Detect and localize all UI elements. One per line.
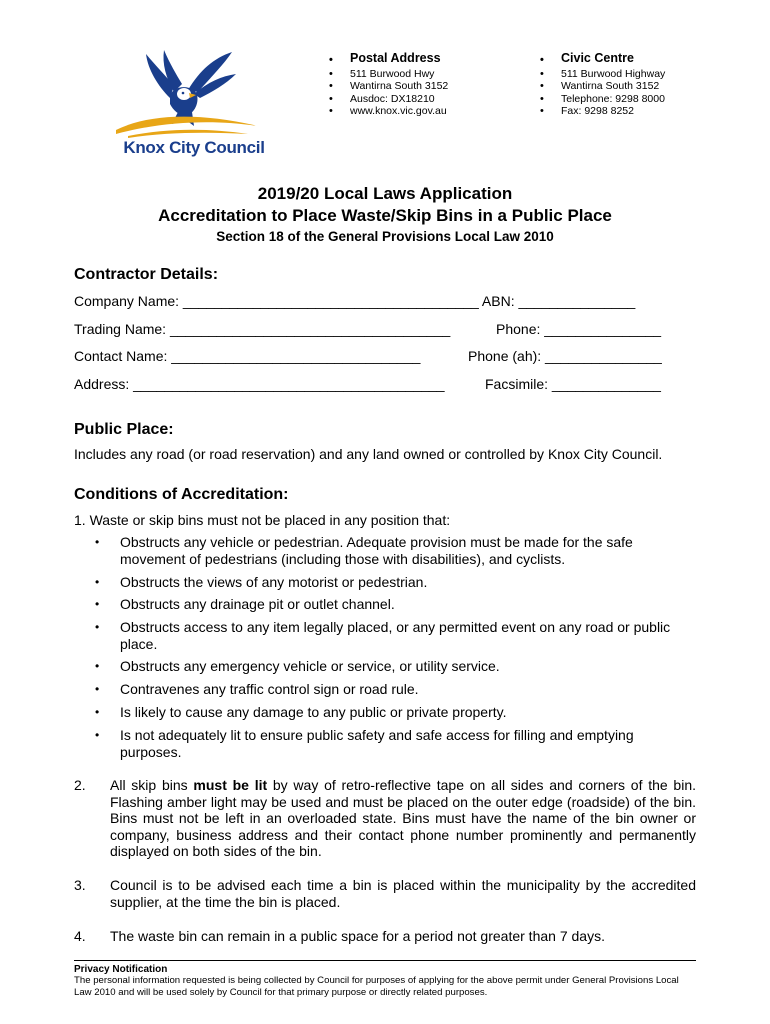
condition-item-2: [110, 777, 696, 860]
item-text: by way of retro-reflective tape on all sides and corners of the bin. Flashing amber light may be used and must be placed on the outer edge (roadside) of the bin. Bins must not be left in an overloaded state. Bins must have the name of the bin owner or company, business address and their contact phone number prominently and permanently displayed on both sides of the bin.: [110, 777, 696, 859]
bullet-icon: •: [540, 92, 544, 105]
postal-address: [329, 51, 449, 117]
address-field[interactable]: Address: ________________________________________: [74, 376, 445, 392]
phone-ah-field[interactable]: Phone (ah): _______________: [468, 348, 662, 364]
bullet-icon: •: [95, 575, 100, 589]
civic-centre: [540, 51, 666, 117]
bullet-text: Obstructs any emergency vehicle or service, or utility service.: [120, 658, 500, 674]
bullet-text: Obstructs access to any item legally placed, or any permitted event on any road or public place.: [120, 619, 671, 652]
logo-text: Knox City Council: [123, 138, 265, 157]
website-link[interactable]: www.knox.vic.gov.au: [350, 104, 447, 117]
civic-line: 511 Burwood Highway: [561, 68, 666, 81]
bullet-icon: •: [95, 535, 100, 549]
condition-item-3: Council is to be advised each time a bin is placed within the municipality by the accredited supplier, at the time the bin is placed.: [110, 877, 696, 910]
bullet-text: Is not adequately lit to ensure public safety and safe access for filling and emptying purposes.: [120, 727, 634, 760]
bullet-icon: •: [329, 54, 333, 66]
contractor-heading: Contractor Details:: [74, 266, 219, 283]
bullet-icon: •: [329, 104, 333, 117]
document-title: 2019/20 Local Laws Application: [257, 184, 513, 203]
contact-name-field[interactable]: Contact Name: ________________________________: [74, 348, 421, 364]
list-item: [95, 574, 696, 591]
conditions-heading: Conditions of Accreditation:: [74, 486, 289, 503]
bullet-icon: •: [95, 620, 100, 634]
list-item: [95, 681, 696, 698]
bullet-icon: •: [540, 54, 544, 66]
bullet-text: Obstructs the views of any motorist or pedestrian.: [120, 574, 428, 590]
bullet-text: Obstructs any vehicle or pedestrian. Adequate provision must be made for the safe movement of pedestrians (including those with disabilities), and cyclists.: [120, 534, 633, 567]
condition-item-4: The waste bin can remain in a public space for a period not greater than 7 days.: [110, 928, 605, 944]
bullet-icon: •: [95, 597, 100, 611]
item-number: 2.: [74, 777, 86, 793]
postal-line: Wantirna South 3152: [350, 80, 449, 93]
privacy-text: The personal information requested is being collected by Council for purposes of applying for the above permit under General Provisions Local Law 2010 and will be used solely by Council for that primary purpose or directly related purposes.: [74, 975, 679, 998]
postal-heading: Postal Address: [350, 51, 441, 65]
bullet-icon: •: [95, 705, 100, 719]
bullet-icon: •: [540, 80, 544, 93]
divider: [74, 960, 696, 961]
civic-line: Telephone: 9298 8000: [561, 92, 665, 105]
item-number: 3.: [74, 877, 86, 893]
postal-line: 511 Burwood Hwy: [350, 68, 435, 81]
list-item: [95, 704, 696, 721]
bullet-icon: •: [540, 68, 544, 81]
privacy-heading: Privacy Notification: [74, 964, 168, 975]
public-place-text: Includes any road (or road reservation) and any land owned or controlled by Knox City Council.: [74, 446, 663, 462]
postal-line: Ausdoc: DX18210: [350, 92, 435, 105]
bullet-icon: •: [329, 68, 333, 81]
company-name-field[interactable]: Company Name: ______________________________________ ABN: _______________: [74, 293, 636, 309]
eagle-logo-icon: [108, 48, 268, 140]
trading-name-field[interactable]: Trading Name: ____________________________________: [74, 321, 451, 337]
list-item: [95, 727, 696, 760]
document-subtitle: Accreditation to Place Waste/Skip Bins in a Public Place: [158, 206, 612, 225]
item-number: 4.: [74, 928, 86, 944]
bullet-text: Obstructs any drainage pit or outlet channel.: [120, 596, 395, 612]
list-item: [95, 534, 696, 567]
item-text: All skip bins: [110, 777, 194, 793]
list-item: [95, 619, 696, 652]
bullet-icon: •: [329, 80, 333, 93]
bullet-icon: •: [95, 682, 100, 696]
bullet-icon: •: [95, 659, 100, 673]
civic-line: Fax: 9298 8252: [561, 104, 634, 117]
bullet-icon: •: [540, 104, 544, 117]
civic-line: Wantirna South 3152: [561, 80, 660, 93]
item-emphasis: must be lit: [193, 777, 268, 793]
list-item: [95, 596, 696, 613]
bullet-icon: •: [329, 92, 333, 105]
bullet-text: Is likely to cause any damage to any public or private property.: [120, 704, 507, 720]
civic-heading: Civic Centre: [561, 51, 634, 65]
bullet-text: Contravenes any traffic control sign or road rule.: [120, 681, 419, 697]
document-section: Section 18 of the General Provisions Local Law 2010: [216, 229, 554, 244]
condition-item-1: 1. Waste or skip bins must not be placed in any position that:: [74, 512, 451, 528]
council-logo: [108, 48, 268, 164]
list-item: [95, 658, 696, 675]
phone-field[interactable]: Phone: _______________: [496, 321, 662, 337]
public-place-heading: Public Place:: [74, 421, 174, 438]
facsimile-field[interactable]: Facsimile: ______________: [485, 376, 661, 392]
bullet-icon: •: [95, 728, 100, 742]
